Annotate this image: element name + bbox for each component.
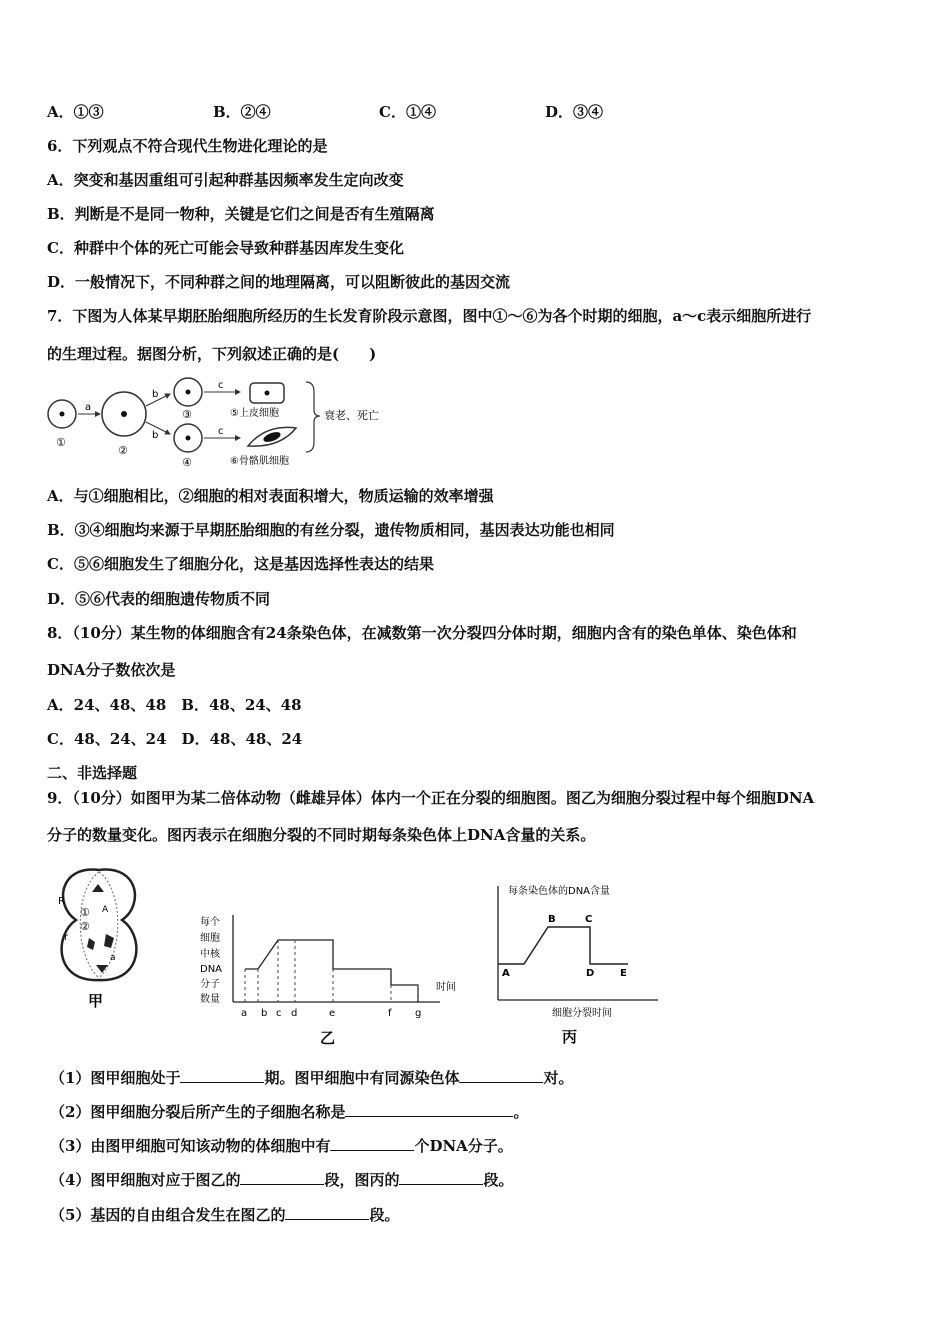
svg-text:细胞: 细胞	[200, 933, 220, 944]
q7-stem-line1: 7．下图为人体某早期胚胎细胞所经历的生长发育阶段示意图，图中①～⑥为各个时期的细胞，a～c表示细胞所进行	[47, 307, 812, 325]
cell-6-label: ⑥骨骼肌细胞	[230, 456, 289, 467]
q7-option-c: C．⑤⑥细胞发生了细胞分化，这是基因选择性表达的结果	[47, 555, 434, 573]
q6-option-a: A．突变和基因重组可引起种群基因频率发生定向改变	[47, 171, 404, 189]
fig-yi	[190, 905, 480, 1055]
q5-options	[47, 102, 603, 122]
yi-tick-f: f	[388, 1008, 392, 1019]
svg-text:分子: 分子	[200, 979, 220, 990]
yi-tick-a: a	[241, 1008, 248, 1019]
mark-a: a	[110, 953, 116, 963]
bing-point-A: A	[502, 968, 510, 979]
mark-r: r	[64, 932, 69, 943]
yi-tick-e: e	[329, 1008, 336, 1019]
fate-label: 衰老、死亡	[324, 409, 379, 422]
yi-tick-c: c	[276, 1008, 282, 1019]
q9-sub-5: （5）基因的自由组合发生在图乙的 段。	[50, 1206, 400, 1224]
q6-stem: 6．下列观点不符合现代生物进化理论的是	[47, 137, 328, 155]
cell-5-label: ⑤上皮细胞	[230, 408, 279, 419]
q7-option-a: A．与①细胞相比，②细胞的相对表面积增大，物质运输的效率增强	[47, 487, 494, 505]
yi-tick-d: d	[291, 1008, 298, 1019]
mark-1: ①	[80, 906, 90, 919]
yi-tick-b: b	[261, 1008, 268, 1019]
cell-2-label: ②	[118, 444, 128, 457]
q8-options-row1: A．24、48、48 B．48、24、48	[47, 696, 302, 714]
bing-ylabel: 每条染色体的DNA含量	[508, 886, 611, 897]
section-heading: 二、非选择题	[47, 764, 138, 782]
svg-text:每个: 每个	[200, 917, 220, 928]
q9-stem-line1: 9．（10分）如图甲为某二倍体动物（雌雄异体）体内一个正在分裂的细胞图。图乙为细胞分裂过程中每个细胞DNA	[47, 789, 815, 807]
blank-3[interactable]	[330, 1136, 414, 1151]
bing-point-D: D	[586, 968, 595, 979]
q6-option-d: D．一般情况下，不同种群之间的地理隔离，可以阻断彼此的基因交流	[47, 273, 511, 291]
mark-A: A	[102, 905, 109, 915]
q7-stem-line2: 的生理过程。据图分析，下列叙述正确的是( )	[47, 345, 377, 363]
fig-yi-caption: 乙	[320, 1029, 336, 1047]
cell-3-label: ③	[182, 408, 192, 421]
q6-option-b: B．判断是不是同一物种，关键是它们之间是否有生殖隔离	[47, 205, 435, 223]
q9-stem-line2: 分子的数量变化。图丙表示在细胞分裂的不同时期每条染色体上DNA含量的关系。	[47, 826, 596, 844]
yi-dna-curve	[245, 940, 418, 1002]
bing-curve	[498, 927, 628, 964]
q6-option-c: C．种群中个体的死亡可能会导致种群基因库发生变化	[47, 239, 404, 257]
q8-options-row2: C．48、24、24 D．48、48、24	[47, 730, 303, 748]
q5-option-b: B．②④	[213, 103, 271, 121]
cell-4-label: ④	[182, 456, 192, 469]
process-c2-label: c	[218, 426, 224, 437]
q8-stem-line1: 8．（10分）某生物的体细胞含有24条染色体，在减数第一次分裂四分体时期，细胞内含有的染色单体、染色体和	[47, 624, 797, 642]
blank-1a[interactable]	[180, 1068, 264, 1083]
q8-stem-line2: DNA分子数依次是	[47, 661, 176, 679]
process-b1-label: b	[152, 389, 159, 400]
q7-option-b: B．③④细胞均来源于早期胚胎细胞的有丝分裂，遗传物质相同，基因表达功能也相同	[47, 521, 615, 539]
q7-option-d: D．⑤⑥代表的细胞遗传物质不同	[47, 590, 271, 608]
bing-xlabel: 细胞分裂时间	[552, 1008, 612, 1019]
mark-R: R	[58, 896, 65, 907]
process-b2-label: b	[152, 430, 159, 441]
blank-2[interactable]	[345, 1102, 513, 1117]
svg-text:DNA: DNA	[200, 964, 223, 975]
bing-point-C: C	[585, 914, 593, 925]
q9-sub-3: （3）由图甲细胞可知该动物的体细胞中有 个DNA分子。	[50, 1137, 513, 1155]
svg-text:中核: 中核	[200, 949, 220, 960]
bing-point-B: B	[548, 914, 556, 925]
q9-sub-2: （2）图甲细胞分裂后所产生的子细胞名称是 。	[50, 1103, 529, 1121]
blank-1b[interactable]	[459, 1068, 543, 1083]
fig-jia-caption: 甲	[88, 992, 104, 1010]
yi-ylabel	[200, 915, 222, 1005]
q9-sub-4: （4）图甲细胞对应于图乙的 段，图丙的 段。	[50, 1171, 514, 1189]
fig-bing	[490, 874, 665, 1054]
fate-brace	[306, 382, 320, 452]
q5-option-c: C．①④	[379, 103, 436, 121]
q5-option-d: D．③④	[545, 103, 604, 121]
svg-text:数量: 数量	[200, 994, 220, 1005]
mark-2: ②	[80, 920, 90, 933]
process-a-label: a	[85, 402, 92, 413]
q5-option-a: A．①③	[47, 103, 104, 121]
blank-4b[interactable]	[399, 1170, 483, 1185]
yi-tick-g: g	[415, 1008, 422, 1019]
bing-point-E: E	[620, 968, 627, 979]
blank-4a[interactable]	[240, 1170, 324, 1185]
fig-jia	[44, 860, 154, 1050]
blank-5[interactable]	[285, 1205, 369, 1220]
yi-xlabel: 时间	[436, 982, 456, 993]
cell-1-label: ①	[56, 436, 66, 449]
q7-cell-diagram	[44, 374, 394, 474]
process-c1-label: c	[218, 380, 224, 391]
q9-sub-1: （1）图甲细胞处于 期。图甲细胞中有同源染色体 对。	[50, 1069, 574, 1087]
fig-bing-caption: 丙	[562, 1028, 578, 1046]
